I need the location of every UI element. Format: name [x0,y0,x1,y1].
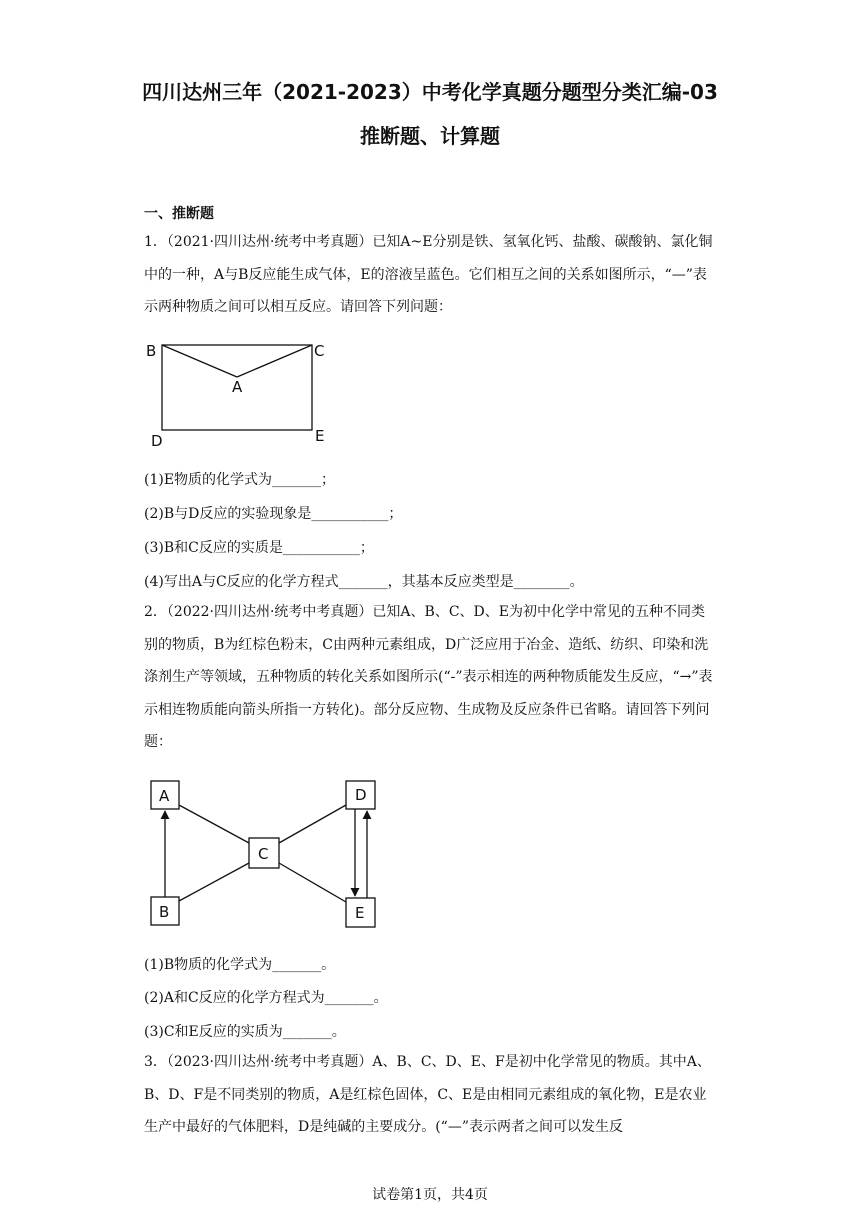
edge-c-a [237,345,312,377]
edge-b-a [162,345,237,377]
question-1-sub-2: (2)B与D反应的实验现象是___________； [144,506,403,522]
question-2-sub-3: (3)C和E反应的实质为_______。 [144,1024,346,1040]
question-2-diagram [140,775,390,935]
page-footer: 试卷第1页，共4页 [372,1187,488,1203]
node-c-label: C [314,342,325,360]
node-e-label: E [355,904,365,922]
node-a-label: A [159,787,170,805]
edge-b-c [179,863,249,901]
node-a-label: A [232,378,243,396]
question-3-stem: 3．（2023·四川达州·统考中考真题）A、B、C、D、E、F是初中化学常见的物质。其中A、B、D、F是不同类别的物质，A是红棕色固体，C、E是由相同元素组成的氧化物，E是农业生产中最好的气体肥料，D是纯碱的主要成分。(“—”表示两者之间可以发生反 [144,1054,711,1135]
section-heading-inference: 一、推断题 [144,206,214,222]
node-d-label: D [151,432,163,450]
node-d-label: D [355,786,367,804]
question-1-sub-1: (1)E物质的化学式为_______； [144,472,336,488]
question-2-stem: 2．（2022·四川达州·统考中考真题）已知A、B、C、D、E为初中化学中常见的五种不同类别的物质，B为红棕色粉末，C由两种元素组成，D广泛应用于冶金、造纸、纺织、印染和洗涤剂生产等领域，五种物质的转化关系如图所示(“-”表示相连的两种物质能发生反应，“→”表示相连物质能向箭头所指一方转化)。部分反应物、生成物及反应条件已省略。请回答下列问题： [144,604,713,750]
question-1-diagram [140,335,340,455]
edge-c-e [279,863,346,902]
edge-c-d [279,805,346,843]
document-title-line2: 推断题、计算题 [360,124,500,148]
question-1-sub-4: (4)写出A与C反应的化学方程式_______，其基本反应类型是________。 [144,574,584,590]
question-1-sub-3: (3)B和C反应的实质是___________； [144,540,374,556]
node-b-label: B [159,903,170,921]
question-2-sub-2: (2)A和C反应的化学方程式为_______。 [144,990,388,1006]
document-title-line1: 四川达州三年（2021-2023）中考化学真题分题型分类汇编-03 [142,80,718,104]
node-e-label: E [315,427,325,445]
node-c-label: C [258,845,269,863]
question-1-stem: 1．（2021·四川达州·统考中考真题）已知A~E分别是铁、氢氧化钙、盐酸、碳酸钠、氯化铜中的一种，A与B反应能生成气体，E的溶液呈蓝色。它们相互之间的关系如图所示，“—”表示两种物质之间可以相互反应。请回答下列问题： [144,234,713,315]
edge-a-c [179,805,249,843]
node-b-label: B [146,342,157,360]
question-2-sub-1: (1)B物质的化学式为_______。 [144,957,336,973]
